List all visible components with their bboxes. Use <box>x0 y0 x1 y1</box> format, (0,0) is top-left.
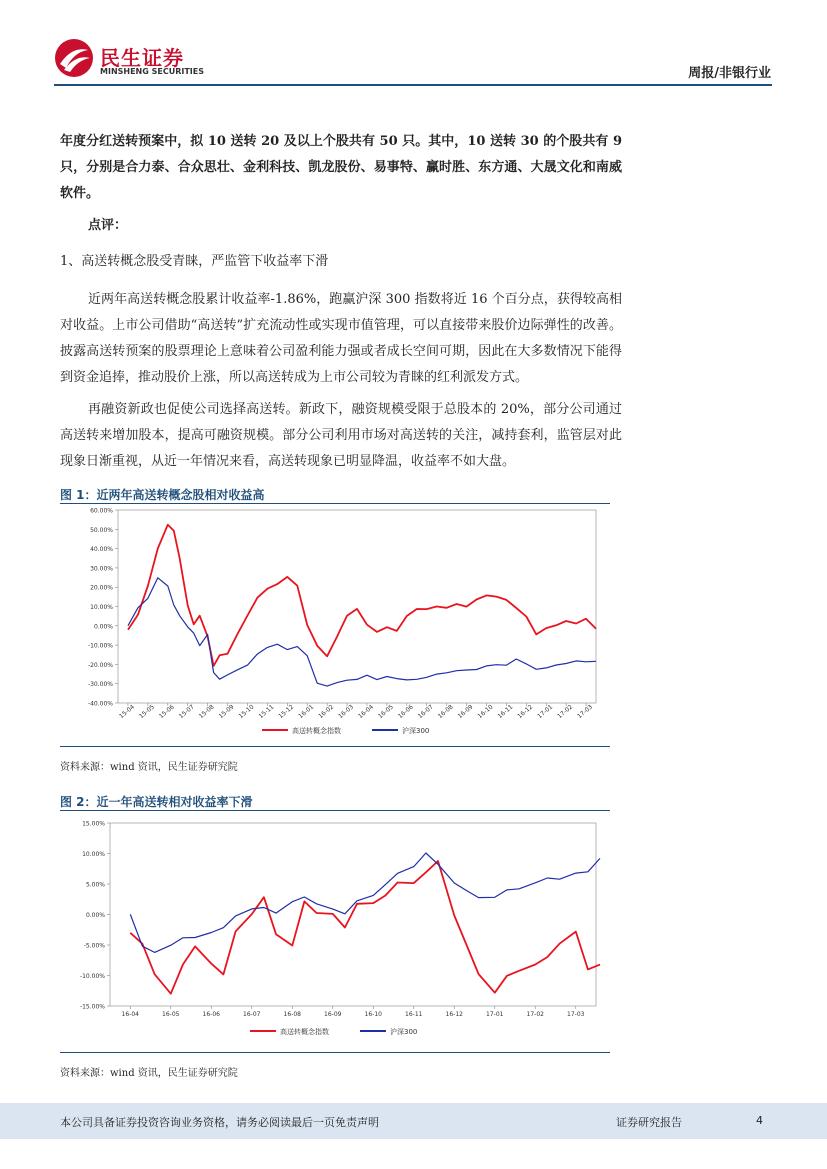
x-tick-label: 16-01 <box>297 703 316 721</box>
x-tick-label: 15-07 <box>177 703 196 721</box>
y-tick-label: 10.00% <box>82 851 105 858</box>
x-tick-label: 16-09 <box>456 703 475 721</box>
x-tick-label: 15-09 <box>217 703 236 721</box>
figure2-chart <box>60 813 610 1051</box>
y-tick-label: -5.00% <box>83 942 105 950</box>
y-tick-label: -40.00% <box>87 700 113 708</box>
figure2-source: 资料来源：wind 资讯，民生证券研究院 <box>60 1068 238 1079</box>
x-tick-label: 16-08 <box>283 1011 301 1018</box>
x-tick-label: 16-03 <box>337 703 356 721</box>
x-tick-label: 17-02 <box>526 1011 544 1018</box>
x-tick-label: 16-06 <box>396 703 415 721</box>
y-tick-label: 0.00% <box>93 623 113 631</box>
x-tick-label: 15-10 <box>237 703 256 721</box>
figure2-bottom-rule <box>60 1052 610 1053</box>
x-tick-label: 16-06 <box>202 1011 220 1018</box>
x-tick-label: 15-04 <box>118 703 136 721</box>
paragraph-dividend-plans: 年度分红送转预案中，拟 10 送转 20 及以上个股共有 50 只。其中，10 送转 30 的个股共有 9 只，分别是合力泰、合众思壮、金利科技、凯龙股份、易事特、赢时胜、东方通、大晟文化和南威软件。 <box>60 134 622 201</box>
plot-frame <box>110 823 596 1006</box>
y-tick-label: -10.00% <box>87 642 113 650</box>
x-tick-label: 16-12 <box>445 1011 463 1018</box>
logo-chinese-text: 民生证券 <box>100 46 184 70</box>
y-tick-label: 5.00% <box>85 881 105 889</box>
footer-disclaimer: 本公司具备证券投资咨询业务资格，请务必阅读最后一页免责声明 <box>60 1116 379 1129</box>
x-tick-label: 17-03 <box>567 1011 585 1018</box>
x-tick-label: 16-11 <box>496 703 515 721</box>
x-tick-label: 16-07 <box>416 703 435 721</box>
logo-mark-icon <box>54 38 94 78</box>
figure1-bottom-rule <box>60 746 610 747</box>
y-tick-label: -30.00% <box>87 681 113 689</box>
series-line-csi300 <box>128 578 596 686</box>
x-tick-label: 16-12 <box>516 703 535 721</box>
section-heading: 1、高送转概念股受青睐，严监管下收益率下滑 <box>60 254 329 269</box>
legend-label: 高送转概念指数 <box>280 1028 329 1036</box>
x-tick-label: 17-01 <box>536 703 555 721</box>
y-tick-label: 0.00% <box>85 912 105 919</box>
y-tick-label: 30.00% <box>90 565 113 573</box>
figure1-source: 资料来源：wind 资讯，民生证券研究院 <box>60 762 238 773</box>
figure1-chart <box>60 506 610 744</box>
x-tick-label: 16-11 <box>405 1011 423 1018</box>
logo-english-text: MINSHENG SECURITIES <box>100 67 204 76</box>
x-tick-label: 16-07 <box>243 1011 261 1018</box>
x-tick-label: 17-02 <box>556 703 575 721</box>
company-logo <box>54 38 204 78</box>
paragraph-high-transfer-returns: 近两年高送转概念股累计收益率-1.86%，跑赢沪深 300 指数将近 16 个百分点，获得较高相对收益。上市公司借助“高送转”扩充流动性或实现市值管理，可以直接带来股价边际弹性的改善。披露高送转预案的股票理论上意味着公司盈利能力强或者成长空间可期，因此在大多数情况下能得到资金追捧，推动股价上涨，所以高送转成为上市公司较为青睐的红利派发方式。 <box>60 292 622 385</box>
x-tick-label: 15-11 <box>257 703 276 721</box>
y-tick-label: -20.00% <box>87 661 113 669</box>
figure1-title: 图 1：近两年高送转概念股相对收益高 <box>60 488 265 502</box>
x-tick-label: 15-08 <box>197 703 216 721</box>
x-tick-label: 16-04 <box>121 1011 139 1018</box>
y-tick-label: 10.00% <box>90 604 113 611</box>
comment-label: 点评： <box>88 218 128 233</box>
x-tick-label: 16-04 <box>357 703 375 721</box>
x-tick-label: 16-10 <box>476 703 495 721</box>
y-tick-label: 15.00% <box>82 820 105 828</box>
report-type-label: 周报/非银行业 <box>688 66 771 81</box>
figure1-top-rule <box>60 503 610 504</box>
y-tick-label: 40.00% <box>90 546 113 554</box>
paragraph-refinancing-policy: 再融资新政也促使公司选择高送转。新政下，融资规模受限于总股本的 20%，部分公司通过高送转来增加股本，提高可融资规模。部分公司利用市场对高送转的关注，减持套利，监管层对此现象日渐重视，从近一年情况来看，高送转现象已明显降温，收益率不如大盘。 <box>60 402 622 469</box>
x-tick-label: 17-01 <box>486 1011 504 1018</box>
legend-label: 高送转概念指数 <box>292 727 341 735</box>
x-tick-label: 16-08 <box>436 703 455 721</box>
x-tick-label: 15-05 <box>137 703 156 721</box>
x-tick-label: 15-06 <box>157 703 176 721</box>
x-tick-label: 15-12 <box>277 703 296 721</box>
series-line-high-transfer <box>128 525 596 666</box>
x-tick-label: 16-09 <box>324 1011 342 1018</box>
page-number: 4 <box>756 1114 763 1127</box>
x-tick-label: 17-03 <box>576 703 595 721</box>
footer-report-label: 证券研究报告 <box>616 1116 682 1129</box>
y-tick-label: -10.00% <box>79 973 105 980</box>
series-line-high-transfer <box>130 861 600 994</box>
y-tick-label: 60.00% <box>90 507 113 515</box>
y-tick-label: -15.00% <box>79 1003 105 1011</box>
y-tick-label: 50.00% <box>90 526 113 534</box>
y-tick-label: 20.00% <box>90 584 113 592</box>
legend-label: 沪深300 <box>402 727 430 735</box>
x-tick-label: 16-02 <box>317 703 336 721</box>
x-tick-label: 16-10 <box>364 1011 382 1018</box>
figure2-title: 图 2：近一年高送转相对收益率下滑 <box>60 795 253 809</box>
header-divider <box>54 84 772 86</box>
legend-label: 沪深300 <box>390 1028 418 1036</box>
plot-frame <box>118 510 596 703</box>
x-tick-label: 16-05 <box>162 1011 180 1018</box>
x-tick-label: 16-05 <box>376 703 395 721</box>
figure2-top-rule <box>60 810 610 811</box>
